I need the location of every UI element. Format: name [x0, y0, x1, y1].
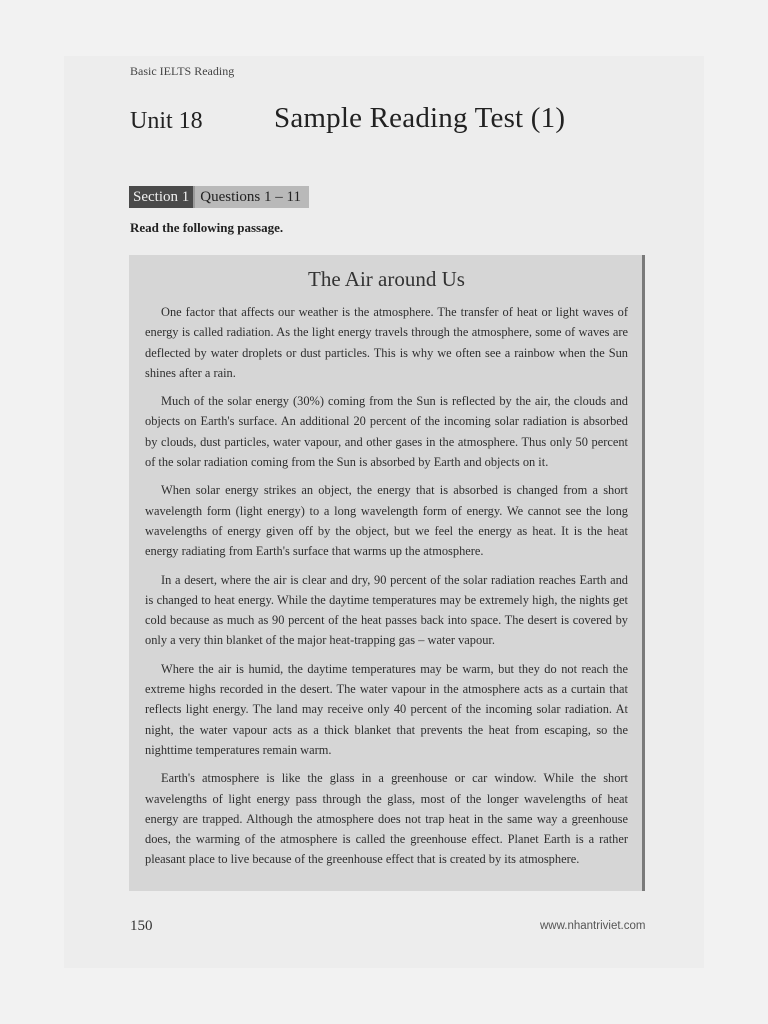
passage-paragraph: When solar energy strikes an object, the energy that is absorbed is changed from a short wavelength form (light energy) to a long wavelength form of energy. We cannot see the long wavelengths of energy given off by the object, but we feel the energy as heat. It is the heat energy radiating from Earth's surface that warms up the atmosphere. [145, 483, 628, 559]
running-head: Basic IELTS Reading [130, 64, 235, 78]
passage-title: The Air around Us [308, 267, 465, 291]
passage-paragraph: Earth's atmosphere is like the glass in a greenhouse or car window. While the short wavelengths of light energy pass through the glass, most of the longer wavelengths of heat energy are trapped. Although the atmosphere does not trap heat in the same way a greenhouse does, the warming of the atmosphere is called the greenhouse effect. Planet Earth is a rather pleasant place to live because of the greenhouse effect that is created by its atmosphere. [145, 771, 628, 867]
instruction-text: Read the following passage. [130, 220, 284, 235]
page-number: 150 [130, 918, 153, 934]
unit-label: Unit 18 [130, 108, 203, 134]
questions-label: Questions 1 – 11 [193, 186, 309, 208]
site-url: www.nhantriviet.com [540, 920, 646, 932]
passage-paragraph: Where the air is humid, the daytime temperatures may be warm, but they do not reach the extreme highs recorded in the desert. The water vapour in the atmosphere acts as a curtain that reflects light energy. The land may receive only 40 percent of the incoming solar radiation. At night, the water vapour acts as a thick blanket that prevents the heat from escaping, so the nighttime temperatures remain warm. [145, 661, 628, 757]
passage-paragraph: One factor that affects our weather is the atmosphere. The transfer of heat or light waves of energy is called radiation. As the light energy travels through the atmosphere, some of waves are deflected by water droplets or dust particles. This is why we often see a rainbow when the Sun shines after a rain. [145, 305, 628, 380]
section-label: Section 1 [129, 186, 193, 208]
passage-box [129, 255, 645, 891]
passage-paragraph: In a desert, where the air is clear and dry, 90 percent of the solar radiation reaches Earth and is changed to heat energy. While the daytime temperatures may be extremely high, the nights get cold because as much as 90 percent of the heat passes back into space. The desert is covered by only a very thin blanket of the major heat-trapping gas – water vapour. [145, 572, 628, 648]
page-title: Sample Reading Test (1) [274, 102, 566, 134]
passage-paragraph: Much of the solar energy (30%) coming from the Sun is reflected by the air, the clouds and objects on Earth's surface. An additional 20 percent of the incoming solar radiation is absorbed by clouds, dust particles, water vapour, and other gases in the atmosphere. Thus only 50 percent of the solar radiation coming from the Sun is absorbed by Earth and objects on it. [145, 394, 628, 470]
section-bar [129, 186, 309, 208]
